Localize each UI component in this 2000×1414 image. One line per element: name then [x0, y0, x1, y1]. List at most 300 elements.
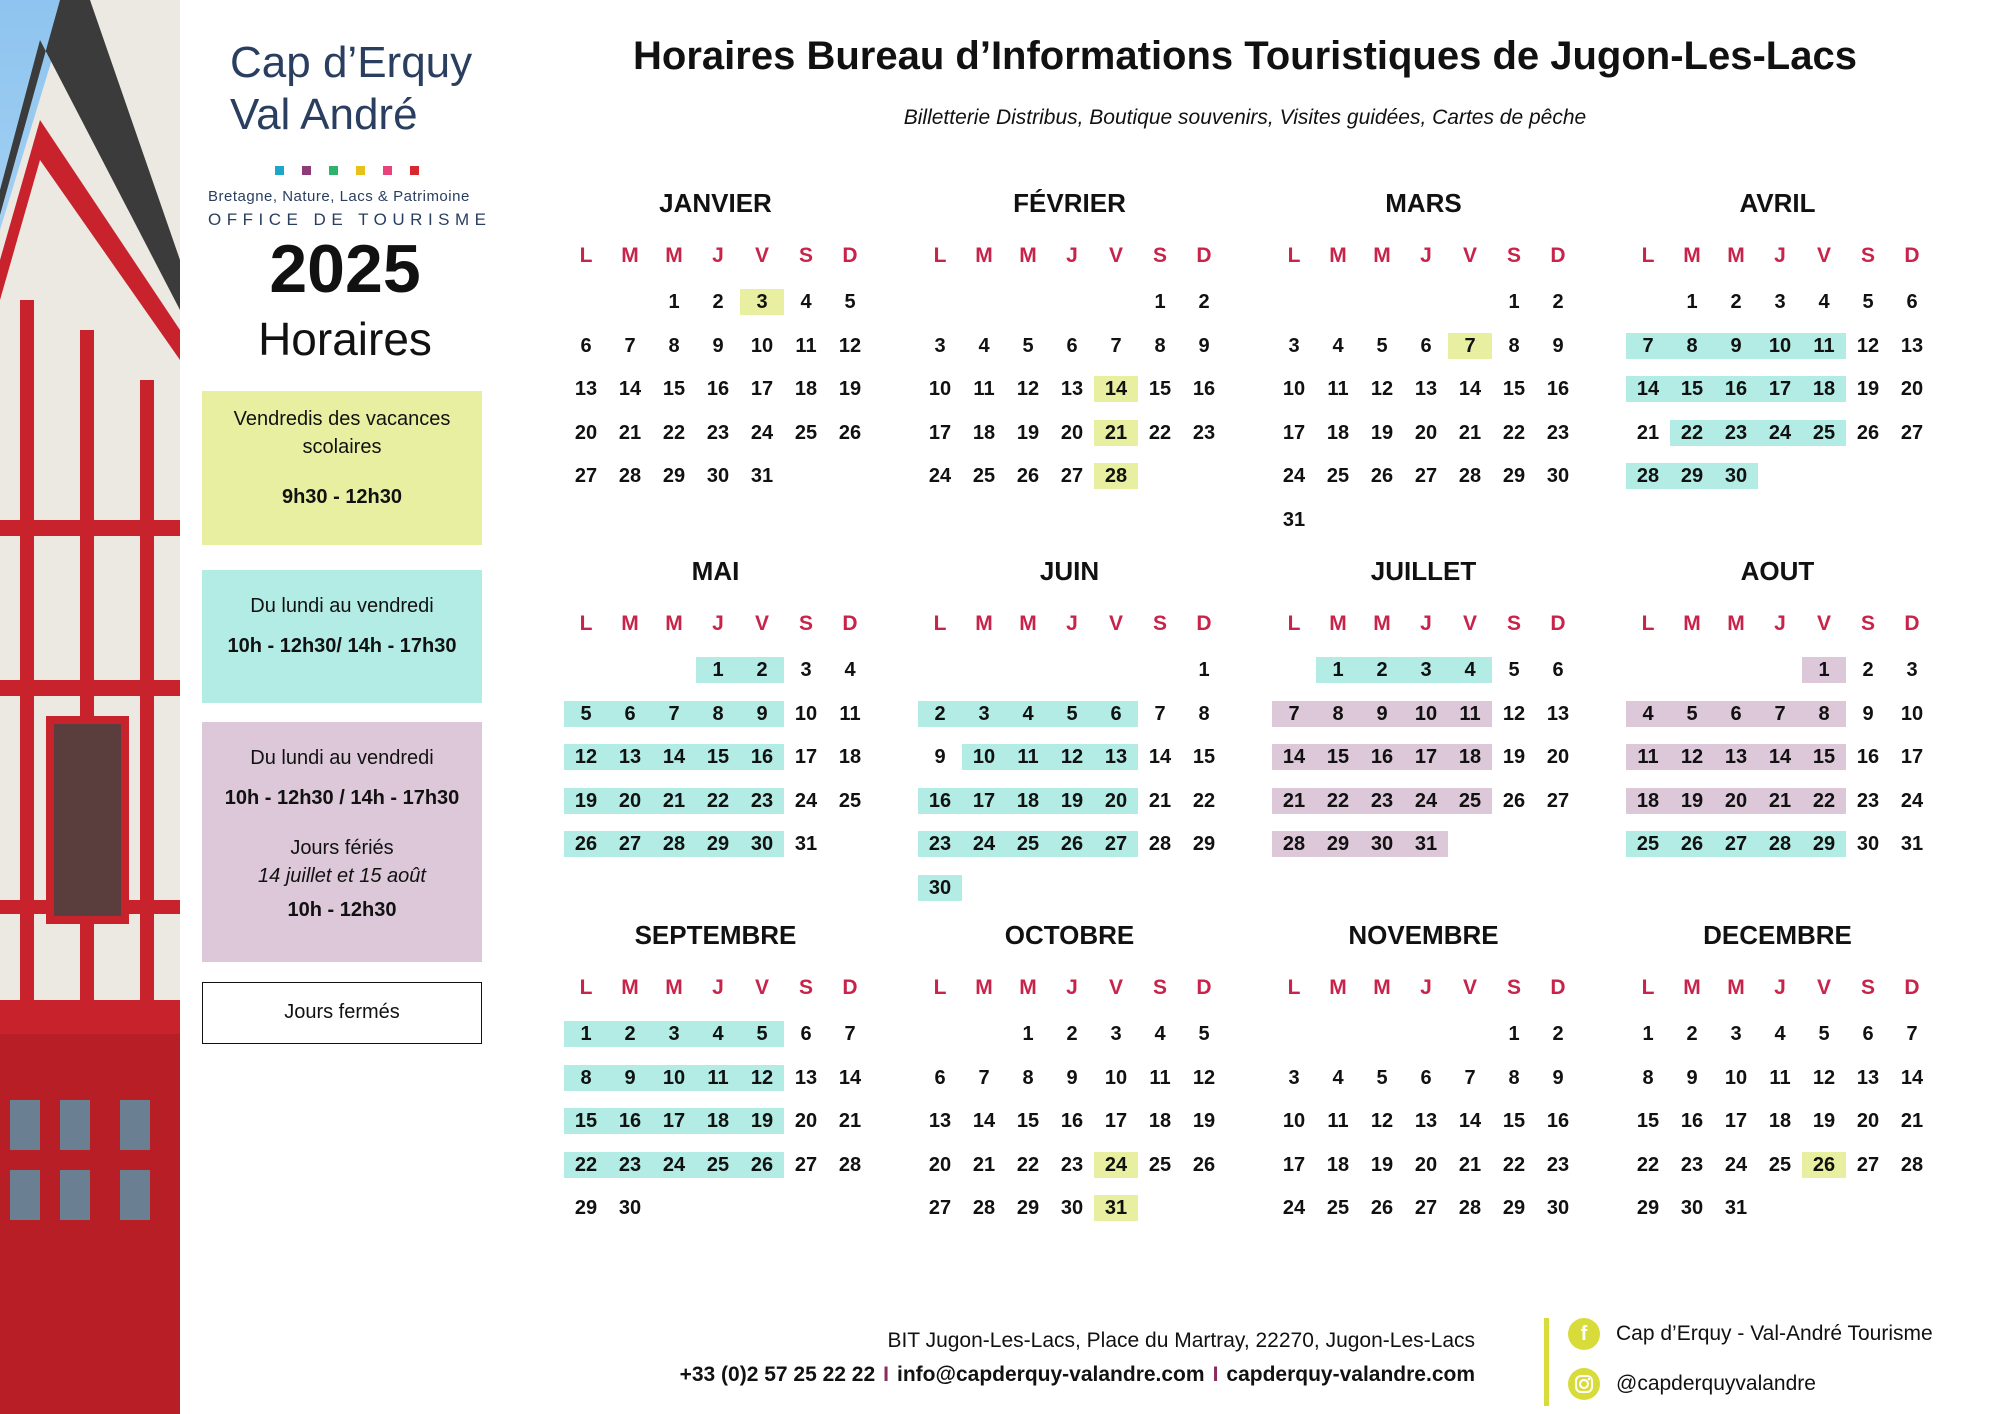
calendar-day: 22: [1502, 1153, 1526, 1176]
calendar-day: 13: [1414, 1110, 1438, 1132]
calendar-day: 23: [1680, 1153, 1704, 1176]
calendar-day: 8: [564, 1065, 608, 1091]
calendar-day: 19: [564, 788, 608, 814]
month-name: AOUT: [1740, 556, 1815, 586]
calendar-day: 2: [1066, 1023, 1078, 1045]
calendar-day: 9: [712, 334, 724, 357]
calendar-day: 5: [844, 291, 856, 313]
calendar-day: 5: [1198, 1023, 1210, 1045]
calendar-day: 3: [800, 659, 812, 681]
logo-dot: [410, 166, 419, 175]
calendar-day: 30: [1680, 1197, 1704, 1219]
calendar-day: 27: [608, 831, 652, 857]
calendar-day: 22: [564, 1152, 608, 1178]
weekday-header: J: [1774, 612, 1786, 635]
calendar-day: 8: [1316, 701, 1360, 727]
calendar-day: 21: [1458, 421, 1482, 444]
house-photo: [0, 0, 180, 1414]
calendar-day: 30: [706, 465, 730, 487]
calendar-day: 28: [618, 465, 642, 487]
calendar-day: 30: [1360, 831, 1404, 857]
calendar-day: 25: [838, 789, 862, 812]
calendar-day: 22: [662, 421, 686, 444]
calendar-day: 28: [1148, 833, 1172, 855]
calendar-day: 26: [1370, 465, 1394, 487]
weekday-header: L: [933, 244, 947, 267]
weekday-header: S: [1506, 976, 1521, 999]
calendar-day: 22: [1148, 421, 1172, 444]
calendar-day: 13: [574, 378, 598, 400]
month-name: MARS: [1385, 188, 1462, 218]
calendar-day: 12: [1670, 744, 1714, 770]
footer-phone: +33 (0)2 57 25 22 22: [679, 1363, 876, 1386]
footer-divider: [1544, 1318, 1549, 1406]
logo-dot: [302, 166, 311, 175]
calendar-day: 16: [706, 378, 730, 400]
weekday-header: M: [1019, 976, 1037, 999]
calendar-day: 18: [1006, 788, 1050, 814]
calendar-day: 16: [740, 744, 784, 770]
calendar-day: 20: [1714, 788, 1758, 814]
calendar-day: 9: [1862, 702, 1874, 725]
legend-closed: [202, 982, 482, 1044]
weekday-header: J: [1420, 612, 1432, 635]
calendar-day: 12: [740, 1065, 784, 1091]
calendar-day: 4: [1332, 334, 1344, 357]
calendar-day: 23: [1060, 1153, 1084, 1176]
calendar-day: 12: [1502, 702, 1526, 725]
weekday-header: J: [1066, 976, 1078, 999]
weekday-header: M: [665, 976, 683, 999]
logo-dot: [275, 166, 284, 175]
calendar-day: 5: [564, 701, 608, 727]
legend-weekdays-hours: 10h - 12h30/ 14h - 17h30: [227, 635, 457, 657]
calendar-day: 15: [1316, 744, 1360, 770]
calendar-day: 11: [839, 702, 861, 725]
calendar-day: 3: [1906, 659, 1918, 681]
calendar-day: 20: [1900, 378, 1924, 400]
calendar-day: 25: [1326, 1197, 1350, 1219]
calendar-day: 19: [1370, 1153, 1394, 1176]
calendar-day: 14: [1900, 1066, 1924, 1089]
calendar-day: 27: [1546, 789, 1570, 812]
calendar-day: 22: [1802, 788, 1846, 814]
calendar-day: 23: [918, 831, 962, 857]
weekday-header: S: [798, 612, 813, 635]
calendar-day: 15: [1148, 378, 1172, 400]
logo-line-2: Val André: [230, 90, 418, 139]
calendar-day: 9: [1360, 701, 1404, 727]
calendar-day: 31: [794, 833, 818, 855]
weekday-header: J: [1774, 976, 1786, 999]
calendar-day: 11: [1327, 378, 1349, 400]
calendar-day: 27: [1714, 831, 1758, 857]
calendar-day: 29: [1502, 1197, 1526, 1219]
calendar-day: 21: [972, 1153, 996, 1176]
calendar-day: 3: [652, 1021, 696, 1047]
calendar-day: 17: [1282, 1153, 1306, 1176]
calendar-day: 9: [1066, 1066, 1078, 1089]
calendar-day: 31: [1094, 1195, 1138, 1221]
calendar-day: 31: [1404, 831, 1448, 857]
calendar-day: 5: [1862, 291, 1874, 313]
calendar-day: 8: [1802, 701, 1846, 727]
calendar-day: 28: [1758, 831, 1802, 857]
weekday-header: J: [1420, 244, 1432, 267]
calendar-day: 22: [1192, 789, 1216, 812]
calendar-day: 26: [740, 1152, 784, 1178]
footer-separator: I: [883, 1363, 890, 1386]
weekday-header: M: [621, 612, 639, 635]
calendar-day: 21: [1148, 789, 1172, 812]
calendar-day: 25: [1802, 420, 1846, 446]
calendar-day: 1: [1198, 659, 1210, 681]
calendar-day: 3: [1404, 657, 1448, 683]
calendar-day: 3: [1110, 1023, 1122, 1045]
calendar-day: 1: [1508, 1023, 1520, 1045]
calendar-day: 6: [1420, 334, 1432, 357]
calendar-day: 12: [1370, 1110, 1394, 1132]
month-name: JUILLET: [1370, 556, 1477, 586]
weekday-header: M: [665, 244, 683, 267]
calendar-day: 30: [618, 1197, 642, 1219]
weekday-header: S: [1506, 612, 1521, 635]
weekday-header: M: [1683, 244, 1701, 267]
footer-email[interactable]: info@capderquy-valandre.com: [897, 1363, 1205, 1386]
weekday-header: S: [1860, 612, 1875, 635]
calendar-day: 5: [1670, 701, 1714, 727]
calendar-day: 19: [740, 1108, 784, 1134]
weekday-header: V: [754, 976, 769, 999]
calendar-day: 6: [1552, 659, 1564, 681]
weekday-header: S: [1860, 244, 1875, 267]
calendar-day: 22: [1316, 788, 1360, 814]
calendar-day: 10: [1104, 1066, 1128, 1089]
calendar-day: 6: [1094, 701, 1138, 727]
calendar-day: 3: [934, 334, 946, 357]
weekday-header: M: [1727, 976, 1745, 999]
calendar-day: 8: [1508, 1066, 1520, 1089]
weekday-header: J: [1066, 244, 1078, 267]
calendar-day: 13: [1060, 378, 1084, 400]
calendar-day: 22: [696, 788, 740, 814]
calendar-day: 9: [1714, 333, 1758, 359]
calendar-day: 14: [1458, 1110, 1482, 1132]
calendar-day: 7: [978, 1066, 990, 1089]
calendar-day: 29: [1192, 833, 1216, 855]
legend-holiday-title: Jours fériés: [290, 837, 394, 859]
calendar-day: 18: [972, 421, 996, 444]
calendar-day: 28: [1626, 463, 1670, 489]
calendar-day: 7: [1448, 333, 1492, 359]
calendar-day: 2: [1198, 291, 1210, 313]
calendar-day: 13: [1900, 334, 1924, 357]
month-name: OCTOBRE: [1004, 920, 1135, 950]
calendar-day: 10: [1404, 701, 1448, 727]
calendar-day: 4: [696, 1021, 740, 1047]
calendar-day: 9: [1552, 1066, 1564, 1089]
calendar-day: 3: [1288, 1066, 1300, 1089]
calendar-day: 10: [1282, 378, 1306, 400]
weekday-header: M: [621, 244, 639, 267]
weekday-header: L: [1287, 612, 1301, 635]
calendar-day: 21: [618, 421, 642, 444]
weekday-header: J: [1774, 244, 1786, 267]
month-name: NOVEMBRE: [1348, 920, 1499, 950]
calendar-day: 2: [1552, 1023, 1564, 1045]
calendar-day: 23: [1546, 1153, 1570, 1176]
calendar-day: 2: [740, 657, 784, 683]
calendar-day: 29: [696, 831, 740, 857]
calendar-day: 4: [1332, 1066, 1344, 1089]
calendar-day: 26: [1192, 1153, 1216, 1176]
weekday-header: V: [1816, 976, 1831, 999]
calendar-day: 5: [1508, 659, 1520, 681]
weekday-header: M: [621, 976, 639, 999]
footer-contact: [540, 1363, 1475, 1387]
weekday-header: L: [1641, 976, 1655, 999]
weekday-header: D: [1904, 244, 1920, 267]
weekday-header: M: [975, 244, 993, 267]
calendar-day: 12: [1192, 1066, 1216, 1089]
calendar-day: 14: [1148, 746, 1172, 768]
weekday-header: V: [1108, 244, 1123, 267]
calendar-day: 16: [1192, 378, 1216, 400]
calendar-day: 14: [1758, 744, 1802, 770]
calendar-day: 10: [652, 1065, 696, 1091]
calendar-day: 17: [928, 421, 952, 444]
weekday-header: D: [1904, 976, 1920, 999]
calendar-day: 12: [1856, 334, 1880, 357]
weekday-header: M: [975, 976, 993, 999]
calendar-day: 26: [564, 831, 608, 857]
calendar-day: 29: [662, 465, 686, 487]
calendar-day: 5: [1376, 1066, 1388, 1089]
year-heading: 2025: [269, 231, 421, 307]
logo-line-1: Cap d’Erquy: [230, 38, 473, 87]
calendar-day: 16: [1680, 1110, 1704, 1132]
calendar-day: 23: [1192, 421, 1216, 444]
calendar-day: 17: [962, 788, 1006, 814]
calendar-day: 20: [574, 421, 598, 444]
calendar-day: 21: [1758, 788, 1802, 814]
calendar-day: 11: [1802, 333, 1846, 359]
calendar-day: 13: [1094, 744, 1138, 770]
calendar-day: 29: [574, 1197, 598, 1219]
calendar-day: 13: [608, 744, 652, 770]
calendar-day: 28: [1458, 1197, 1482, 1219]
calendar-day: 12: [1370, 378, 1394, 400]
calendar-day: 15: [564, 1108, 608, 1134]
calendar-day: 21: [1458, 1153, 1482, 1176]
calendar-day: 10: [794, 702, 818, 725]
calendar-day: 15: [1016, 1110, 1040, 1132]
weekday-header: J: [712, 612, 724, 635]
calendar-day: 7: [652, 701, 696, 727]
calendar-day: 23: [706, 421, 730, 444]
weekday-header: S: [1506, 244, 1521, 267]
calendar-day: 27: [1414, 1197, 1438, 1219]
footer-address: BIT Jugon-Les-Lacs, Place du Martray, 22270, Jugon-Les-Lacs: [887, 1329, 1475, 1352]
calendar-day: 26: [1016, 465, 1040, 487]
calendar-day: 17: [794, 746, 818, 768]
legend-summer-hours: 10h - 12h30 / 14h - 17h30: [224, 787, 460, 809]
calendar-day: 7: [1758, 701, 1802, 727]
calendar-day: 7: [1464, 1066, 1476, 1089]
weekday-header: M: [1373, 612, 1391, 635]
calendar-day: 26: [1670, 831, 1714, 857]
calendar-day: 13: [1856, 1066, 1880, 1089]
weekday-header: D: [842, 976, 858, 999]
weekday-header: L: [579, 244, 593, 267]
calendar-day: 17: [1724, 1110, 1748, 1132]
logo-office: OFFICE DE TOURISME: [208, 210, 492, 229]
calendar-day: 9: [1552, 334, 1564, 357]
calendar-day: 8: [1642, 1066, 1654, 1089]
weekday-header: V: [1108, 612, 1123, 635]
calendar-day: 25: [1448, 788, 1492, 814]
calendar-day: 2: [1360, 657, 1404, 683]
calendar-day: 27: [794, 1153, 818, 1176]
calendar-day: 7: [1154, 702, 1166, 725]
logo-tagline: Bretagne, Nature, Lacs & Patrimoine: [208, 188, 470, 205]
calendar-day: 25: [1768, 1153, 1792, 1176]
calendar-day: 20: [1856, 1110, 1880, 1132]
calendar-day: 16: [1856, 746, 1880, 768]
calendar-day: 26: [1856, 421, 1880, 444]
calendar-day: 30: [1546, 1197, 1570, 1219]
calendar-day: 23: [1546, 421, 1570, 444]
calendar-day: 29: [1016, 1197, 1040, 1219]
calendar-day: 24: [652, 1152, 696, 1178]
calendar-day: 12: [838, 334, 862, 357]
calendar-day: 1: [1508, 291, 1520, 313]
legend-school-holidays-text: Vendredis des vacances scolaires: [233, 408, 451, 458]
weekday-header: M: [1373, 976, 1391, 999]
calendar-day: 1: [1802, 657, 1846, 683]
calendar-day: 31: [1900, 833, 1924, 855]
calendar-day: 23: [1714, 420, 1758, 446]
calendar-day: 18: [1326, 421, 1350, 444]
calendar-day: 30: [918, 875, 962, 901]
weekday-header: S: [1152, 612, 1167, 635]
calendar-day: 2: [712, 291, 724, 313]
weekday-header: M: [1683, 612, 1701, 635]
footer-website[interactable]: capderquy-valandre.com: [1226, 1363, 1475, 1386]
calendar-day: 27: [928, 1197, 952, 1219]
calendar-day: 26: [838, 421, 862, 444]
facebook-label: Cap d’Erquy - Val-André Tourisme: [1616, 1322, 1933, 1345]
calendar-day: 24: [1724, 1153, 1748, 1176]
calendar-day: 27: [1900, 421, 1924, 444]
facebook-link[interactable]: [1568, 1318, 1933, 1350]
calendar-day: 8: [1670, 333, 1714, 359]
calendar-day: 31: [1724, 1197, 1748, 1219]
weekday-header: D: [842, 244, 858, 267]
weekday-header: J: [712, 976, 724, 999]
calendar-day: 6: [1420, 1066, 1432, 1089]
calendar-day: 29: [1502, 465, 1526, 487]
instagram-link[interactable]: [1568, 1368, 1816, 1400]
calendar-day: 10: [962, 744, 1006, 770]
weekday-header: M: [1019, 612, 1037, 635]
weekday-header: M: [1019, 244, 1037, 267]
calendar-day: 1: [1154, 291, 1166, 313]
calendar-day: 6: [934, 1066, 946, 1089]
calendar-day: 17: [750, 378, 774, 400]
legend-school-holidays-hours: 9h30 - 12h30: [281, 486, 403, 508]
calendar-day: 11: [1327, 1110, 1349, 1132]
calendar-day: 18: [1148, 1110, 1172, 1132]
calendar-day: 11: [1006, 744, 1050, 770]
calendar-day: 13: [1546, 702, 1570, 725]
calendar-day: 10: [1900, 702, 1924, 725]
calendar-day: 24: [1094, 1152, 1138, 1178]
calendar-day: 6: [800, 1023, 812, 1045]
calendar-day: 31: [1282, 508, 1306, 531]
calendar-day: 20: [928, 1153, 952, 1176]
calendar-day: 23: [1856, 789, 1880, 812]
month-name: DECEMBRE: [1703, 920, 1852, 950]
calendar-day: 28: [1094, 463, 1138, 489]
calendar-day: 28: [838, 1153, 862, 1176]
weekday-header: M: [975, 612, 993, 635]
weekday-header: L: [579, 976, 593, 999]
calendar-day: 6: [1906, 291, 1918, 313]
calendar-day: 3: [740, 289, 784, 315]
calendar-day: 14: [652, 744, 696, 770]
calendar-day: 26: [1370, 1197, 1394, 1219]
legend-summer: [202, 722, 482, 962]
calendar-day: 10: [750, 334, 774, 357]
calendar-day: 24: [1758, 420, 1802, 446]
calendar-day: 7: [1626, 333, 1670, 359]
horaires-heading: Horaires: [258, 313, 432, 365]
calendar-day: 15: [1636, 1110, 1660, 1132]
calendar-day: 2: [1552, 291, 1564, 313]
legend-holiday-dates: 14 juillet et 15 août: [258, 865, 426, 887]
calendar-day: 1: [1022, 1023, 1034, 1045]
calendar-day: 27: [574, 465, 598, 487]
month-name: MAI: [691, 556, 740, 586]
calendar-day: 24: [1900, 789, 1924, 812]
calendar-day: 16: [1360, 744, 1404, 770]
weekday-header: L: [933, 976, 947, 999]
calendar-day: 14: [1458, 378, 1482, 400]
calendar-day: 21: [1636, 421, 1660, 444]
calendar-day: 16: [608, 1108, 652, 1134]
legend-summer-text: Du lundi au vendredi: [250, 747, 434, 769]
weekday-header: D: [1550, 612, 1566, 635]
month-name: JUIN: [1039, 556, 1100, 586]
calendar-day: 2: [918, 701, 962, 727]
calendar-day: 22: [1502, 421, 1526, 444]
calendar-day: 12: [1812, 1066, 1836, 1089]
calendar-day: 20: [1094, 788, 1138, 814]
calendar-day: 20: [608, 788, 652, 814]
weekday-header: L: [1287, 976, 1301, 999]
weekday-header: V: [1462, 244, 1477, 267]
weekday-header: L: [1287, 244, 1301, 267]
calendar-day: 12: [1050, 744, 1094, 770]
calendar-day: 16: [918, 788, 962, 814]
weekday-header: M: [1329, 976, 1347, 999]
calendar-day: 9: [1686, 1066, 1698, 1089]
weekday-header: D: [1196, 244, 1212, 267]
calendar-day: 20: [1546, 746, 1570, 768]
calendar-day: 26: [1050, 831, 1094, 857]
calendar-day: 16: [1546, 1110, 1570, 1132]
